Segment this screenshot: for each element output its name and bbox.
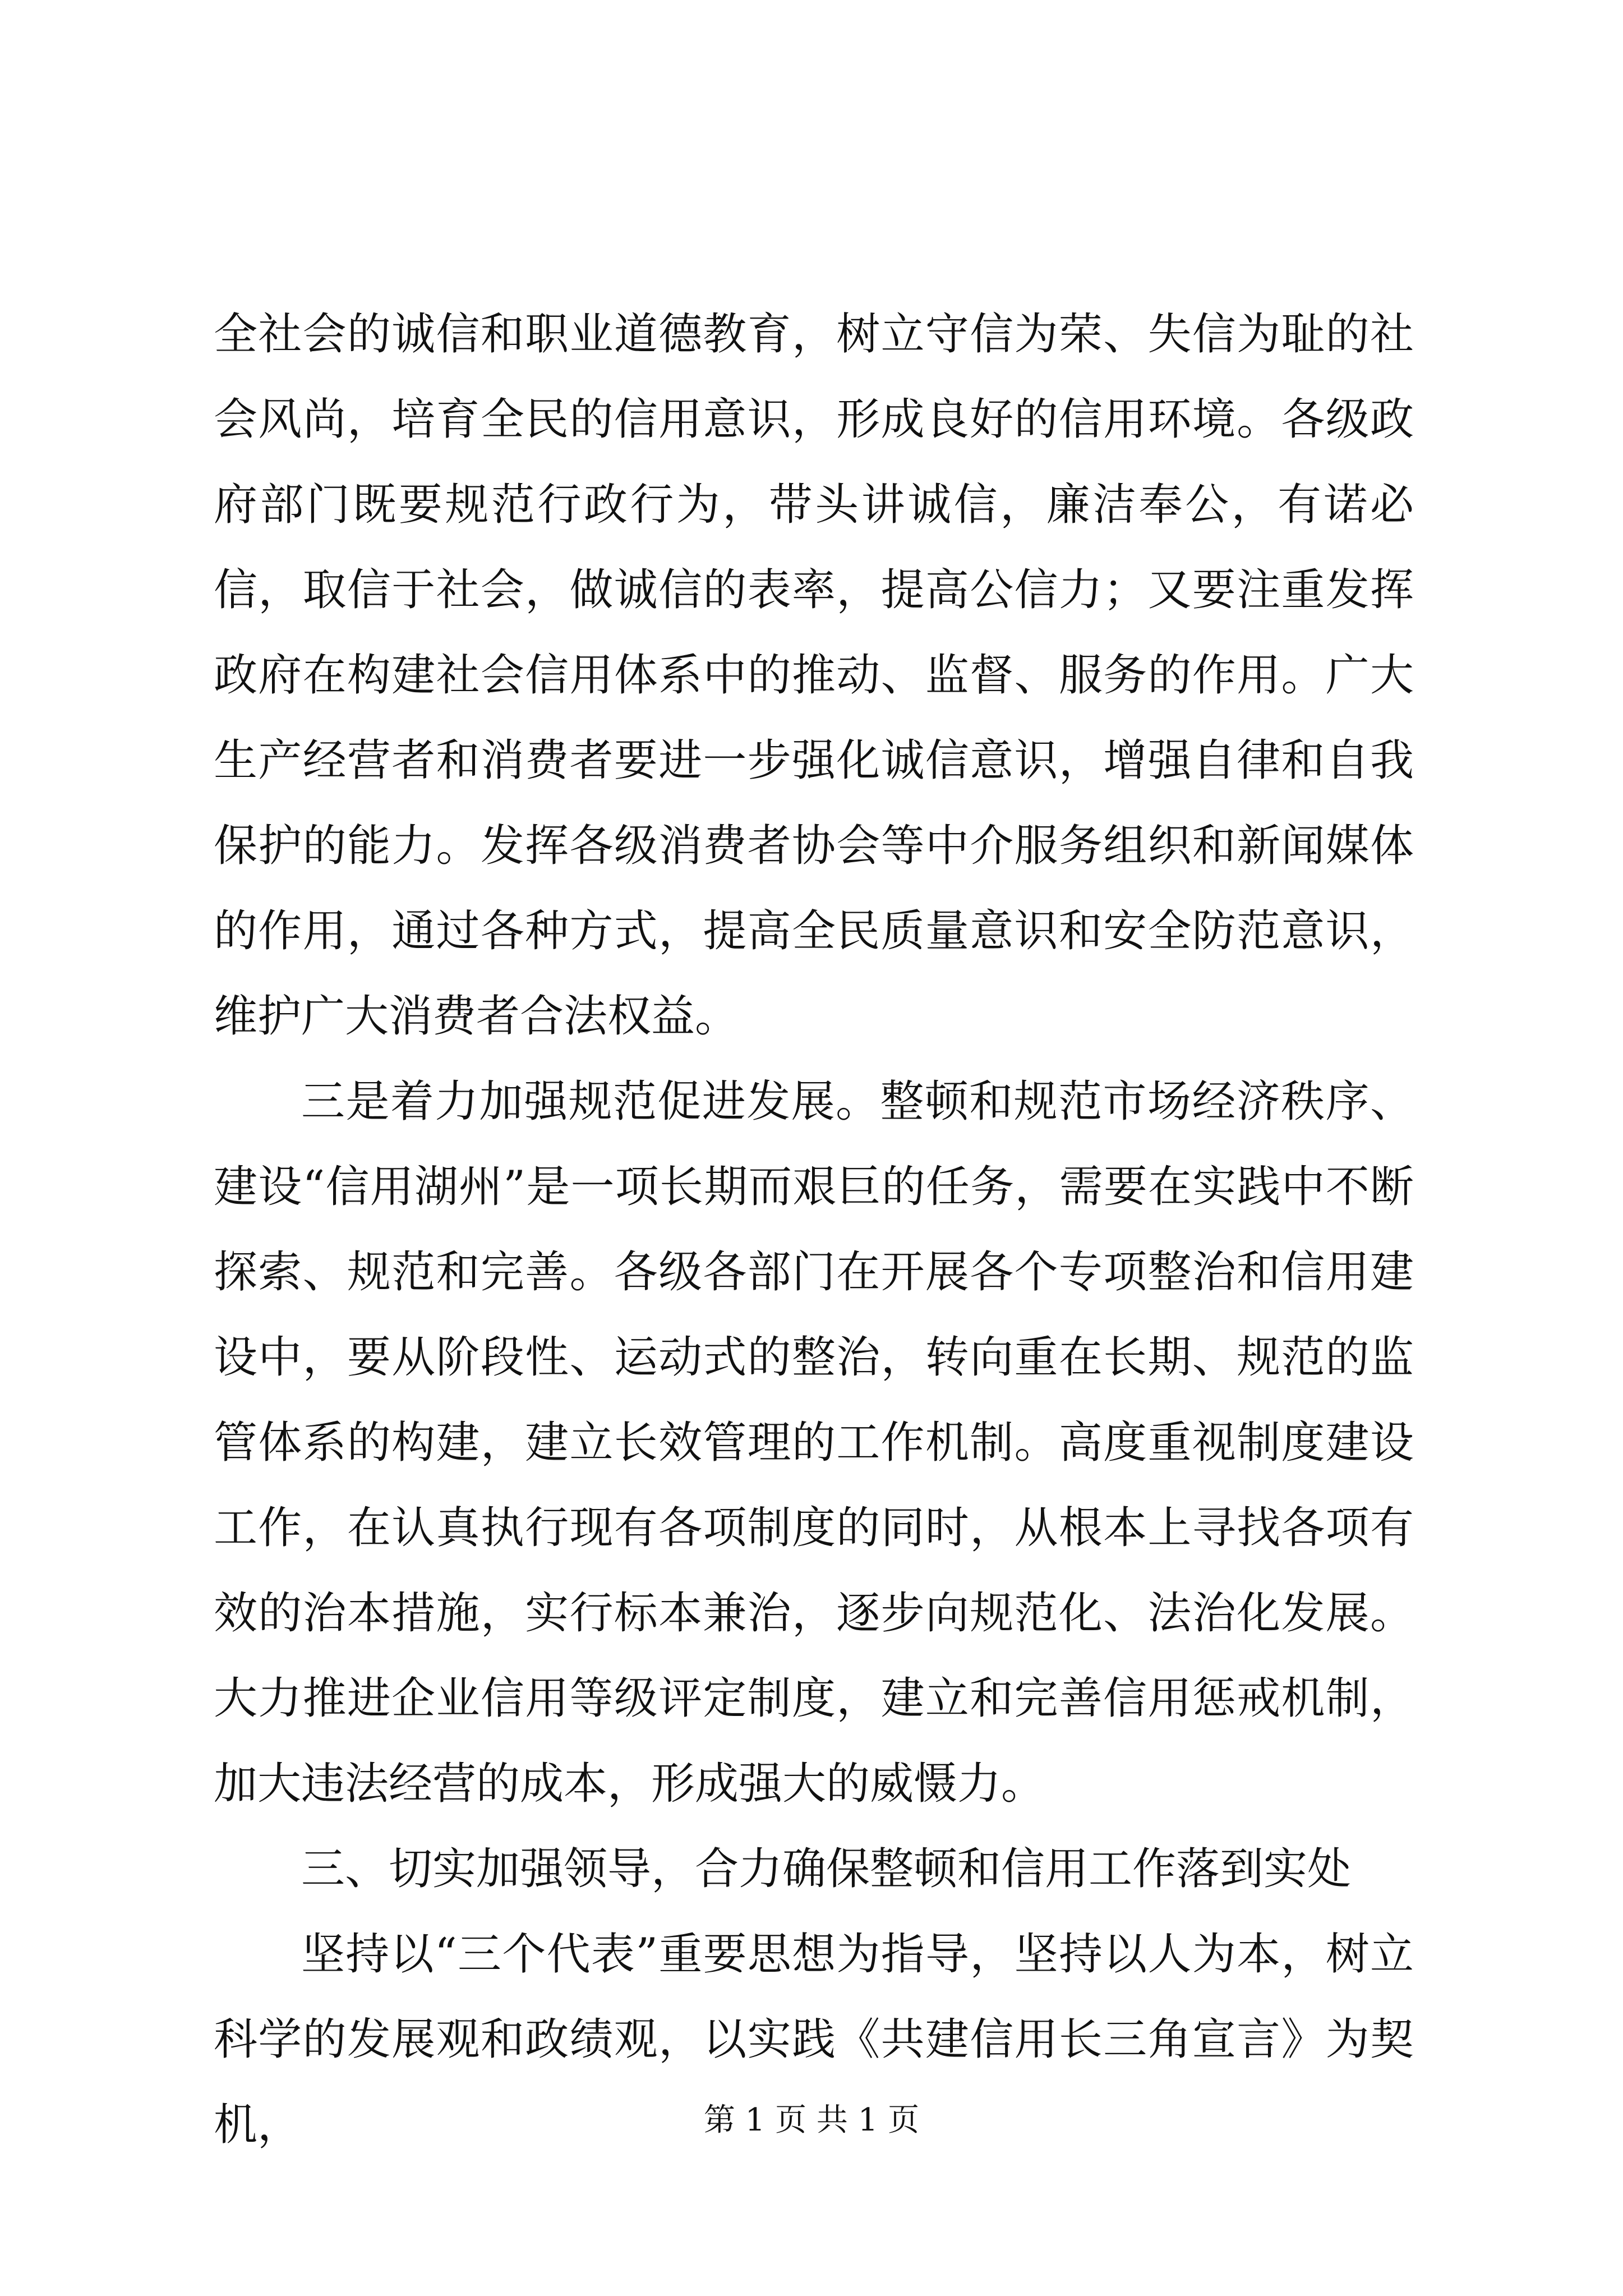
paragraph-1: 全社会的诚信和职业道德教育，树立守信为荣、失信为耻的社会风尚，培育全民的信用意识，形成良好的信用环境。各级政府部门既要规范行政行为，带头讲诚信，廉洁奉公，有诺必信，取信于社会，做诚信的表率，提高公信力；又要注重发挥政府在构建社会信用体系中的推动、监督、服务的作用。广大生产经营者和消费者要进一步强化诚信意识，增强自律和自我保护的能力。发挥各级消费者协会等中介服务组织和新闻媒体的作用，通过各种方式，提高全民质量意识和安全防范意识，维护广大消费者合法权益。: [214, 309, 1414, 1042]
paragraph-2: 三是着力加强规范促进发展。整顿和规范市场经济秩序、建设“信用湖州”是一项长期而艰巨的任务，需要在实践中不断探索、规范和完善。各级各部门在开展各个专项整治和信用建设中，要从阶段性、运动式的整治，转向重在长期、规范的监管体系的构建，建立长效管理的工作机制。高度重视制度建设工作，在认真执行现有各项制度的同时，从根本上寻找各项有效的治本措施，实行标本兼治，逐步向规范化、法治化发展。大力推进企业信用等级评定制度，建立和完善信用惩戒机制，加大违法经营的成本，形成强大的威慑力。: [214, 1076, 1414, 1809]
section-heading: 三、切实加强领导，合力确保整顿和信用工作落到实处: [301, 1844, 1352, 1894]
paragraph-3: 坚持以“三个代表”重要思想为指导，坚持以人为本，树立科学的发展观和政绩观，以实践《共建信用长三角宣言》为契机，: [214, 1929, 1414, 2150]
document-body: [214, 292, 1414, 2168]
page-footer: 第 1 页 共 1 页: [703, 2102, 920, 2138]
